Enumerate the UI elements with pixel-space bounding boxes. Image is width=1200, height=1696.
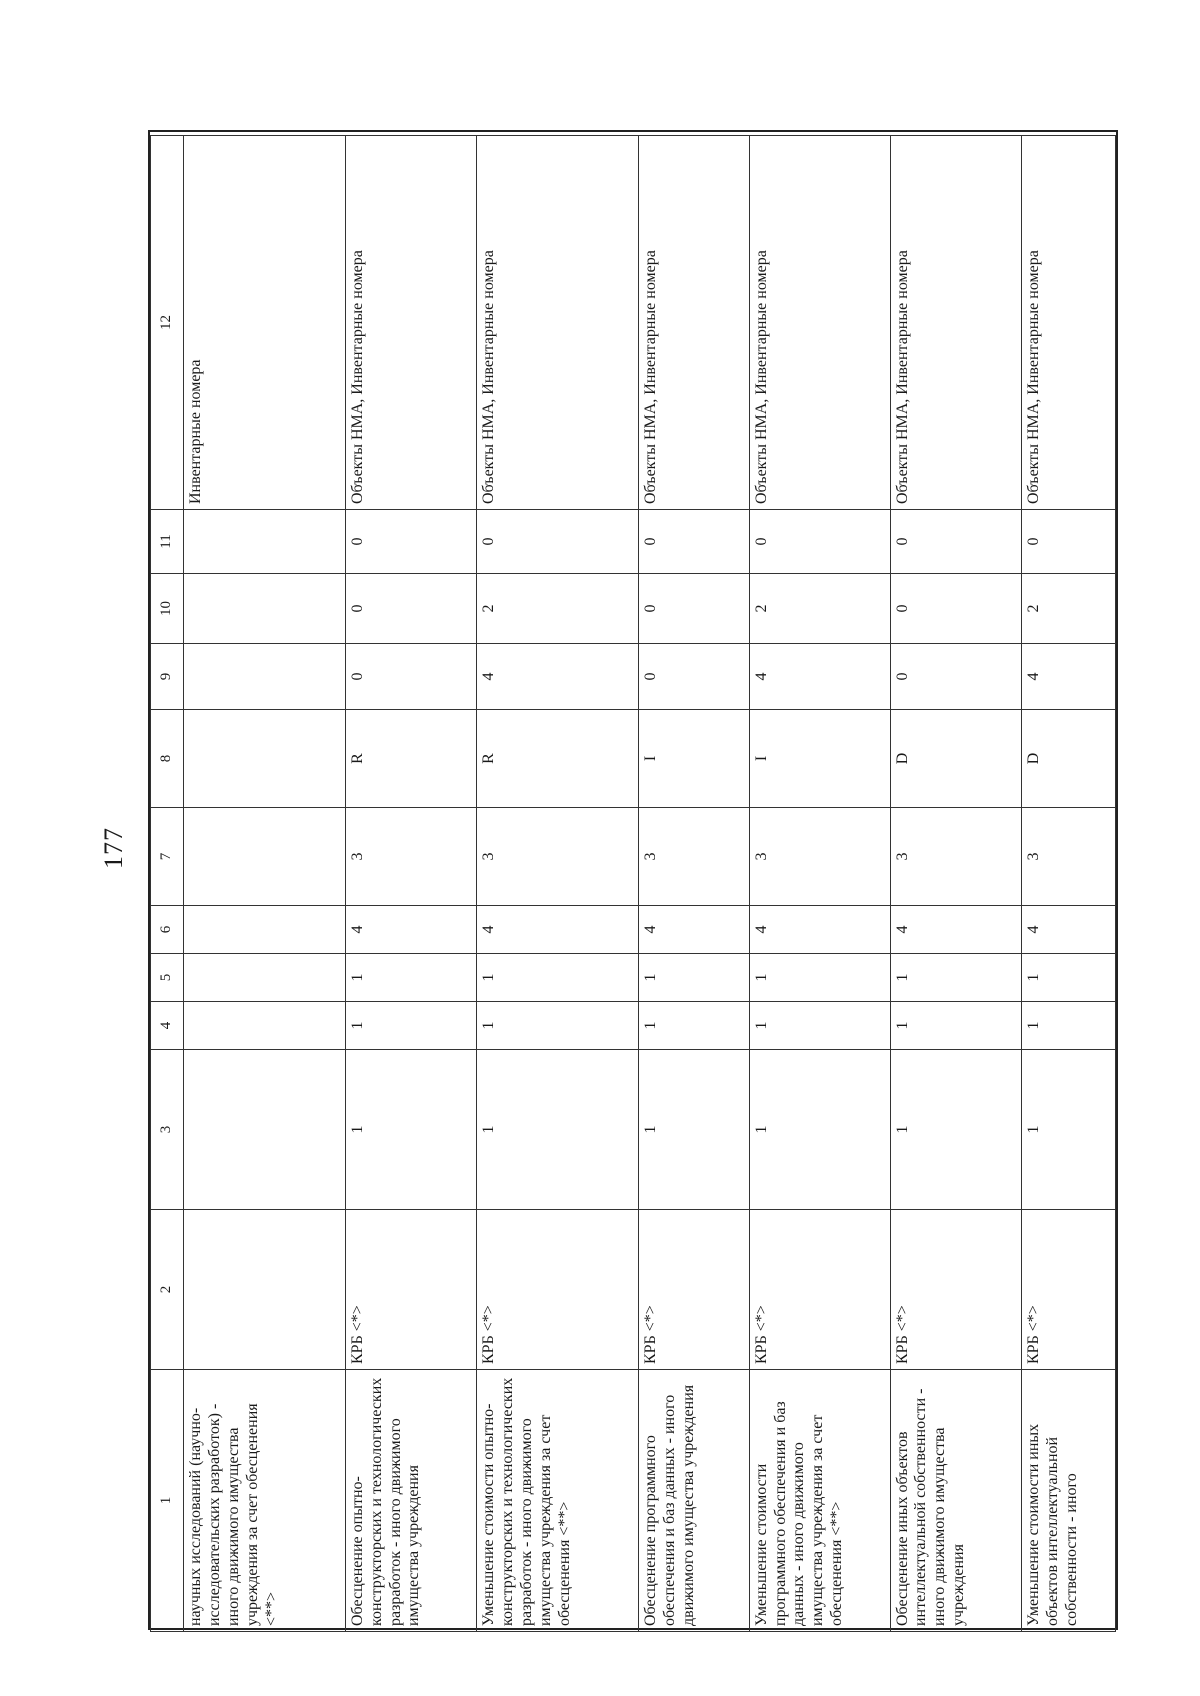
cell-col-11: 0 [639, 510, 750, 574]
header-col-6: 6 [151, 906, 184, 954]
cell-objects: Объекты НМА, Инвентарные номера [890, 136, 1022, 510]
cell-col-9: 4 [749, 644, 890, 710]
cell-objects: Объекты НМА, Инвентарные номера [749, 136, 890, 510]
rotated-table-container [150, 132, 1120, 1632]
cell-col-9: 4 [477, 644, 639, 710]
cell-col-10 [184, 574, 346, 644]
cell-col-9: 0 [890, 644, 1022, 710]
cell-col-11: 0 [345, 510, 477, 574]
cell-col-10: 0 [639, 574, 750, 644]
cell-kbr: КРБ <*> [345, 1210, 477, 1370]
cell-col-10: 2 [1022, 574, 1116, 644]
cell-col-11: 0 [1022, 510, 1116, 574]
cell-col-3: 1 [639, 1050, 750, 1210]
header-row [151, 136, 184, 1632]
cell-col-10: 2 [749, 574, 890, 644]
cell-col-8: R [477, 710, 639, 808]
cell-col-8 [184, 710, 346, 808]
cell-objects: Объекты НМА, Инвентарные номера [639, 136, 750, 510]
cell-col-4: 1 [1022, 1002, 1116, 1050]
cell-col-6: 4 [477, 906, 639, 954]
cell-col-8: R [345, 710, 477, 808]
table-row [890, 136, 1022, 1632]
cell-col-7: 3 [890, 808, 1022, 906]
header-col-1: 1 [151, 1370, 184, 1632]
header-col-8: 8 [151, 710, 184, 808]
cell-col-11: 0 [749, 510, 890, 574]
cell-kbr: КРБ <*> [639, 1210, 750, 1370]
cell-col-6: 4 [1022, 906, 1116, 954]
cell-col-7: 3 [1022, 808, 1116, 906]
cell-kbr: КРБ <*> [1022, 1210, 1116, 1370]
cell-objects: Объекты НМА, Инвентарные номера [1022, 136, 1116, 510]
cell-col-11: 0 [477, 510, 639, 574]
cell-col-3: 1 [477, 1050, 639, 1210]
cell-col-4: 1 [749, 1002, 890, 1050]
cell-col-4: 1 [345, 1002, 477, 1050]
cell-kbr: КРБ <*> [749, 1210, 890, 1370]
cell-col-9: 0 [345, 644, 477, 710]
cell-col-9: 4 [1022, 644, 1116, 710]
cell-col-10: 0 [890, 574, 1022, 644]
page-number: 177 [99, 827, 128, 869]
cell-col-7: 3 [345, 808, 477, 906]
table-row [749, 136, 890, 1632]
cell-col-11: 0 [890, 510, 1022, 574]
cell-col-3: 1 [749, 1050, 890, 1210]
table-row [1022, 136, 1116, 1632]
cell-col-5: 1 [477, 954, 639, 1002]
cell-kbr: КРБ <*> [477, 1210, 639, 1370]
table-frame [148, 130, 1118, 1630]
cell-objects: Объекты НМА, Инвентарные номера [477, 136, 639, 510]
header-col-5: 5 [151, 954, 184, 1002]
cell-col-5: 1 [639, 954, 750, 1002]
header-col-10: 10 [151, 574, 184, 644]
cell-col-5: 1 [890, 954, 1022, 1002]
cell-col-10: 0 [345, 574, 477, 644]
cell-col-5: 1 [749, 954, 890, 1002]
cell-objects: Инвентарные номера [184, 136, 346, 510]
header-col-7: 7 [151, 808, 184, 906]
cell-kbr [184, 1210, 346, 1370]
cell-col-6: 4 [749, 906, 890, 954]
cell-description: Обесценение иных объектов интеллектуальной собственности - иного движимого имущества учреждения [890, 1370, 1022, 1632]
cell-col-3: 1 [890, 1050, 1022, 1210]
cell-col-3: 1 [345, 1050, 477, 1210]
table-row [184, 136, 346, 1632]
cell-col-7: 3 [477, 808, 639, 906]
cell-col-6 [184, 906, 346, 954]
header-col-11: 11 [151, 510, 184, 574]
table-row [345, 136, 477, 1632]
cell-col-8: D [1022, 710, 1116, 808]
cell-col-3 [184, 1050, 346, 1210]
cell-description: Обесценение программного обеспечения и баз данных - иного движимого имущества учреждения [639, 1370, 750, 1632]
cell-col-7 [184, 808, 346, 906]
cell-col-7: 3 [749, 808, 890, 906]
cell-col-4 [184, 1002, 346, 1050]
cell-col-9: 0 [639, 644, 750, 710]
cell-col-4: 1 [477, 1002, 639, 1050]
header-col-2: 2 [151, 1210, 184, 1370]
cell-col-8: I [749, 710, 890, 808]
cell-col-6: 4 [345, 906, 477, 954]
cell-description: Уменьшение стоимости программного обеспечения и баз данных - иного движимого имущества учреждения за счет обесценения <**> [749, 1370, 890, 1632]
cell-kbr: КРБ <*> [890, 1210, 1022, 1370]
accounting-table [150, 135, 1116, 1632]
cell-objects: Объекты НМА, Инвентарные номера [345, 136, 477, 510]
cell-col-4: 1 [639, 1002, 750, 1050]
cell-col-6: 4 [890, 906, 1022, 954]
cell-col-9 [184, 644, 346, 710]
header-col-3: 3 [151, 1050, 184, 1210]
cell-description: научных исследований (научно-исследовательских разработок) - иного движимого имущества учреждения за счет обесценения <**> [184, 1370, 346, 1632]
cell-col-10: 2 [477, 574, 639, 644]
cell-col-11 [184, 510, 346, 574]
cell-col-6: 4 [639, 906, 750, 954]
cell-col-7: 3 [639, 808, 750, 906]
cell-col-5 [184, 954, 346, 1002]
cell-col-8: D [890, 710, 1022, 808]
cell-col-8: I [639, 710, 750, 808]
cell-col-5: 1 [1022, 954, 1116, 1002]
cell-description: Обесценение опытно-конструкторских и технологических разработок - иного движимого имущества учреждения [345, 1370, 477, 1632]
header-col-4: 4 [151, 1002, 184, 1050]
header-col-12: 12 [151, 136, 184, 510]
table-row [639, 136, 750, 1632]
cell-description: Уменьшение стоимости опытно-конструкторских и технологических разработок - иного движимого имущества учреждения за счет обесценения <**> [477, 1370, 639, 1632]
cell-description: Уменьшение стоимости иных объектов интеллектуальной собственности - иного [1022, 1370, 1116, 1632]
cell-col-5: 1 [345, 954, 477, 1002]
table-row [477, 136, 639, 1632]
cell-col-3: 1 [1022, 1050, 1116, 1210]
header-col-9: 9 [151, 644, 184, 710]
cell-col-4: 1 [890, 1002, 1022, 1050]
